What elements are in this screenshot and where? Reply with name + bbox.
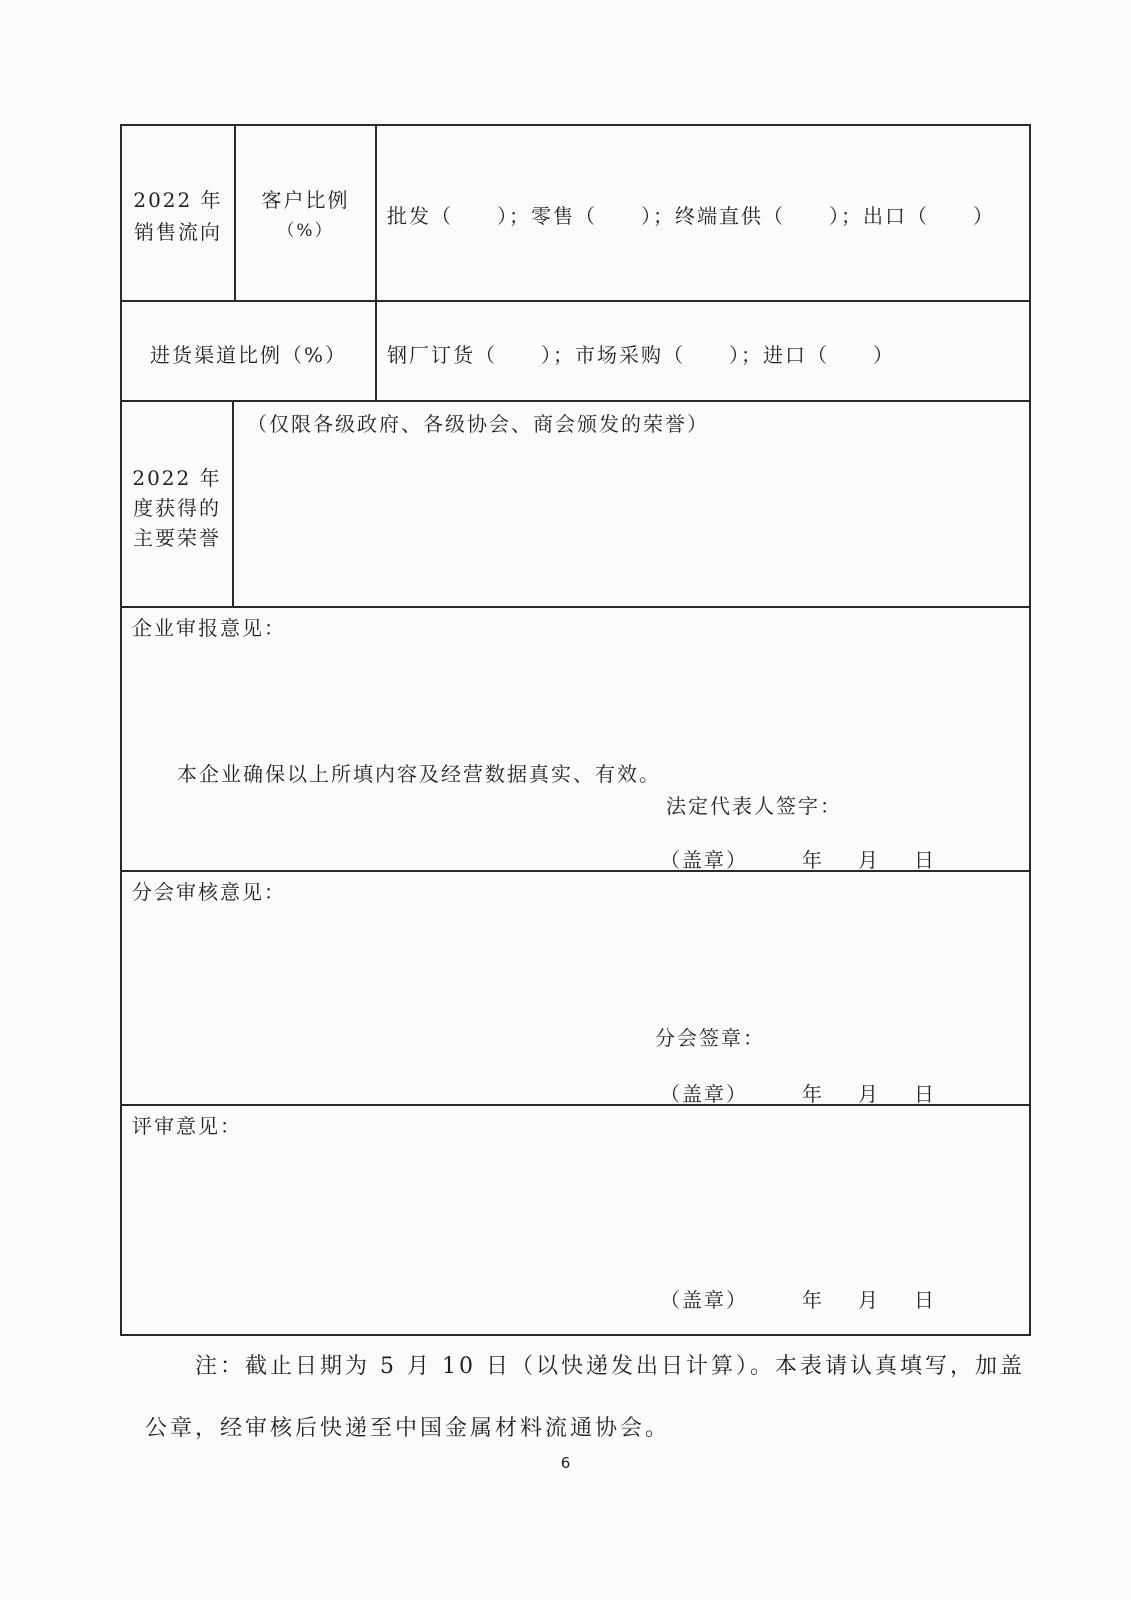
submission-note: 注：截止日期为 5 月 10 日（以快递发出日计算）。本表请认真填写，加盖公章，经审核后快递至中国金属材料流通协会。	[145, 1354, 1025, 1441]
customer-ratio-unit: （%）	[277, 221, 334, 241]
honors-hint: （仅限各级政府、各级协会、商会颁发的荣誉）	[247, 412, 709, 436]
branch-date-day: 日	[914, 1082, 936, 1106]
review-opinion-heading: 评审意见：	[132, 1114, 242, 1138]
legal-representative-signature-label: 法定代表人签字：	[666, 794, 842, 818]
row-divider	[122, 400, 1029, 402]
purchase-channel-ratio-field[interactable]: 钢厂订货（ ）；市场采购（ ）；进口（ ）	[387, 343, 895, 367]
row-divider	[122, 1104, 1029, 1106]
enterprise-seal-label: （盖章）	[660, 848, 748, 872]
customer-ratio-label: 客户比例	[261, 188, 350, 212]
column-divider	[232, 400, 234, 606]
branch-date-month: 月	[858, 1082, 880, 1106]
sales-flow-label-line2: 销售流向	[134, 220, 222, 244]
branch-opinion-heading: 分会审核意见：	[132, 880, 286, 904]
review-date-month: 月	[858, 1288, 880, 1312]
honors-label-line1: 2022 年	[132, 466, 222, 490]
branch-seal-label: （盖章）	[660, 1082, 748, 1106]
row-divider	[122, 606, 1029, 608]
page-number: 6	[560, 1454, 571, 1472]
review-seal-label: （盖章）	[660, 1288, 748, 1312]
honors-input-area[interactable]	[236, 438, 1026, 602]
row-divider	[122, 870, 1029, 872]
enterprise-date-day: 日	[914, 848, 936, 872]
column-divider	[234, 126, 236, 300]
purchase-channel-label: 进货渠道比例（%）	[149, 343, 347, 367]
review-date-year: 年	[802, 1288, 824, 1312]
enterprise-date-year: 年	[802, 848, 824, 872]
enterprise-date-month: 月	[858, 848, 880, 872]
row-divider	[122, 300, 1029, 302]
enterprise-statement: 本企业确保以上所填内容及经营数据真实、有效。	[177, 762, 661, 786]
branch-signature-label: 分会签章：	[655, 1026, 765, 1050]
branch-date-year: 年	[802, 1082, 824, 1106]
application-form-table	[120, 124, 1031, 1336]
honors-label-line2: 度获得的	[133, 496, 221, 520]
review-date-day: 日	[914, 1288, 936, 1312]
column-divider	[375, 126, 377, 400]
honors-label-line3: 主要荣誉	[133, 526, 221, 550]
sales-flow-ratio-field[interactable]: 批发（ ）；零售（ ）；终端直供（ ）；出口（ ）	[387, 204, 995, 228]
enterprise-opinion-heading: 企业审报意见：	[132, 616, 286, 640]
sales-flow-label-line1: 2022 年	[133, 188, 223, 212]
